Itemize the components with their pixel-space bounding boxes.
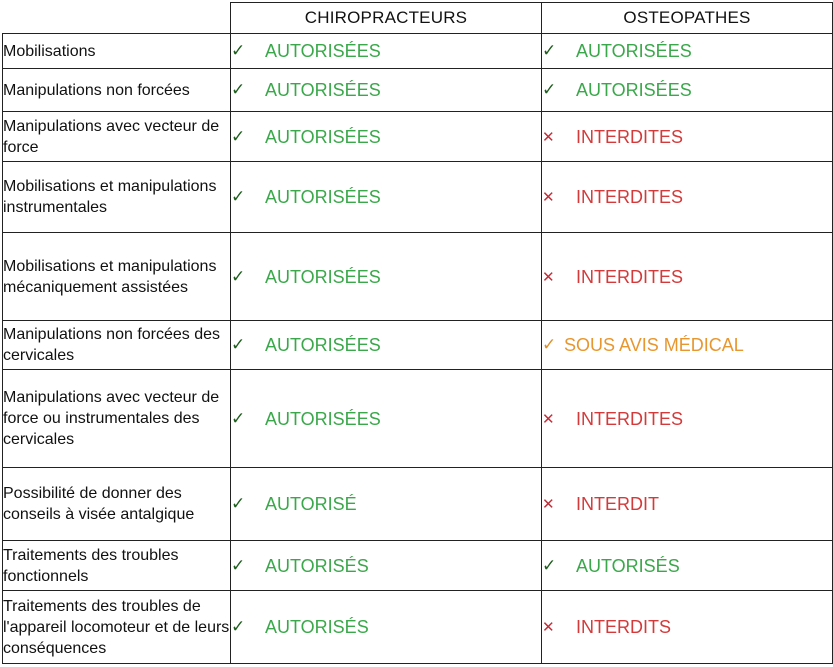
table-row: [3, 591, 833, 664]
check-icon: ✓: [231, 41, 246, 61]
table-row: [3, 370, 833, 468]
check-icon: ✓: [231, 555, 246, 575]
osteo-verdict: [542, 233, 833, 321]
osteo-verdict: [542, 112, 833, 162]
chiro-verdict: [231, 69, 542, 112]
status-text: INTERDITES: [576, 408, 684, 429]
row-label: Possibilité de donner des conseils à visée antalgique: [3, 468, 231, 541]
check-icon: ✓: [231, 335, 246, 355]
table-row: [3, 162, 833, 233]
cross-icon: ✕: [542, 619, 555, 637]
status-text: AUTORISÉ: [265, 493, 357, 514]
table-header-row: [3, 3, 833, 34]
header-osteopathes: OSTEOPATHES: [542, 3, 833, 34]
row-label: Mobilisations et manipulations instrumentales: [3, 162, 231, 233]
status-text: AUTORISÉES: [576, 79, 692, 100]
row-label: Mobilisations et manipulations mécaniquement assistées: [3, 233, 231, 321]
chiro-verdict: [231, 162, 542, 233]
row-label: Manipulations avec vecteur de force ou instrumentales des cervicales: [3, 370, 231, 468]
chiro-verdict: [231, 541, 542, 591]
osteo-verdict: [542, 591, 833, 664]
status-text: INTERDITES: [576, 126, 684, 147]
cross-icon: ✕: [542, 268, 555, 286]
osteo-verdict: [542, 321, 833, 370]
status-text: AUTORISÉS: [265, 555, 369, 576]
table-row: [3, 112, 833, 162]
comparison-table: [2, 2, 833, 664]
cross-icon: ✕: [542, 410, 555, 428]
table-row: [3, 233, 833, 321]
row-label: Manipulations non forcées: [3, 69, 231, 112]
osteo-verdict: [542, 34, 833, 69]
osteo-verdict: [542, 541, 833, 591]
status-text: AUTORISÉES: [265, 79, 381, 100]
check-icon: ✓: [542, 41, 557, 61]
status-text: INTERDIT: [576, 493, 659, 514]
chiro-verdict: [231, 112, 542, 162]
osteo-verdict: [542, 468, 833, 541]
row-label: Manipulations non forcées des cervicales: [3, 321, 231, 370]
check-icon: ✓: [231, 494, 246, 514]
row-label: Traitements des troubles fonctionnels: [3, 541, 231, 591]
status-text: AUTORISÉES: [265, 126, 381, 147]
check-icon: ✓: [231, 80, 246, 100]
check-icon: ✓: [542, 555, 557, 575]
status-text: AUTORISÉS: [576, 555, 680, 576]
chiro-verdict: [231, 233, 542, 321]
check-icon: ✓: [231, 187, 246, 207]
table-row: [3, 321, 833, 370]
table-row: [3, 541, 833, 591]
cross-icon: ✕: [542, 189, 555, 207]
empty-corner-cell: [3, 3, 231, 34]
chiro-verdict: [231, 34, 542, 69]
check-icon: ✓: [231, 408, 246, 428]
cross-icon: ✕: [542, 128, 555, 146]
row-label: Manipulations avec vecteur de force: [3, 112, 231, 162]
osteo-verdict: [542, 69, 833, 112]
check-icon: ✓: [231, 617, 246, 637]
status-text: AUTORISÉES: [265, 408, 381, 429]
status-text: INTERDITES: [576, 266, 684, 287]
check-icon: ✓: [542, 335, 557, 355]
status-text: SOUS AVIS MÉDICAL: [564, 334, 744, 355]
row-label: Mobilisations: [3, 34, 231, 69]
header-chiropracteurs: CHIROPRACTEURS: [231, 3, 542, 34]
status-text: INTERDITS: [576, 616, 672, 637]
status-text: AUTORISÉES: [576, 40, 692, 61]
status-text: INTERDITES: [576, 186, 684, 207]
status-text: AUTORISÉES: [265, 266, 381, 287]
osteo-verdict: [542, 162, 833, 233]
check-icon: ✓: [231, 266, 246, 286]
table-row: [3, 69, 833, 112]
status-text: AUTORISÉES: [265, 186, 381, 207]
chiro-verdict: [231, 370, 542, 468]
chiro-verdict: [231, 321, 542, 370]
status-text: AUTORISÉS: [265, 616, 369, 637]
osteo-verdict: [542, 370, 833, 468]
chiro-verdict: [231, 468, 542, 541]
check-icon: ✓: [542, 80, 557, 100]
status-text: AUTORISÉES: [265, 40, 381, 61]
status-text: AUTORISÉES: [265, 334, 381, 355]
cross-icon: ✕: [542, 496, 555, 514]
table-row: [3, 34, 833, 69]
row-label: Traitements des troubles de l'appareil locomoteur et de leurs conséquences: [3, 591, 231, 664]
chiro-verdict: [231, 591, 542, 664]
table-row: [3, 468, 833, 541]
check-icon: ✓: [231, 126, 246, 146]
